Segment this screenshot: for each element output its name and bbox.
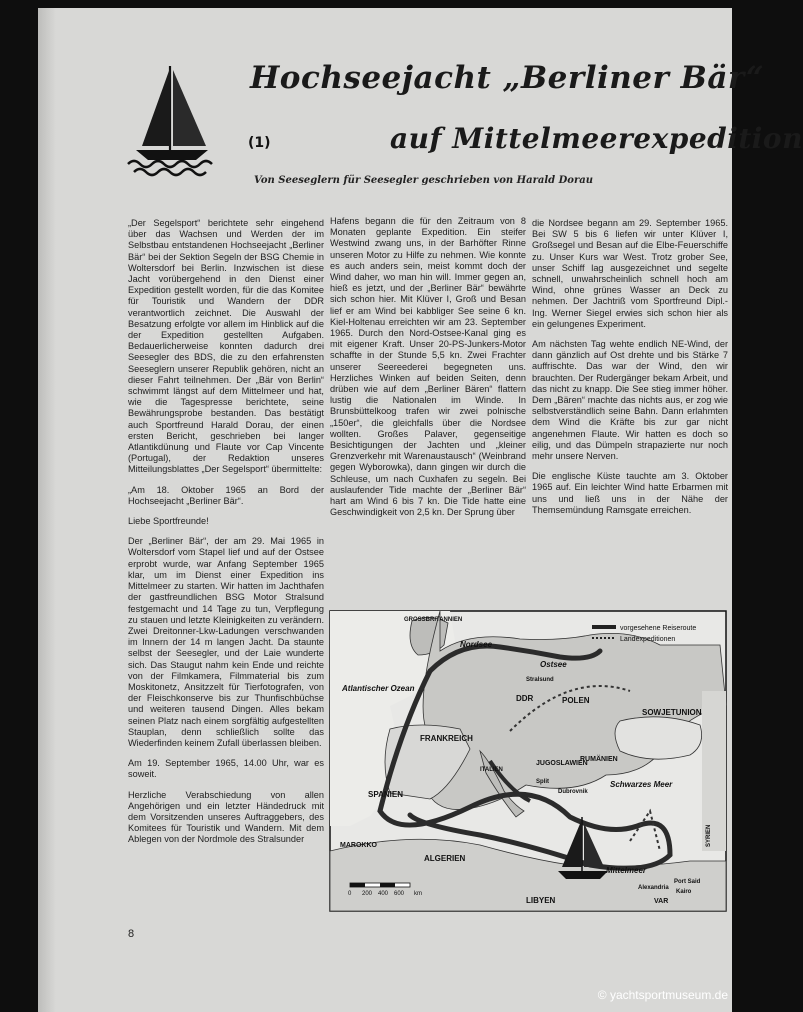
watermark: © yachtsportmuseum.de bbox=[597, 988, 728, 1002]
label-su: SOWJETUNION bbox=[642, 708, 702, 717]
page-number: 8 bbox=[128, 928, 135, 940]
label-nordsee: Nordsee bbox=[460, 640, 493, 649]
article-title: Hochseejacht „Berliner Bär“ bbox=[250, 60, 765, 96]
label-frankreich: FRANKREICH bbox=[420, 734, 473, 743]
article-title-line2: auf Mittelmeerexpedition bbox=[390, 122, 803, 155]
label-jugo: JUGOSLAWIEN bbox=[536, 760, 588, 767]
label-gb: GROSSBRITANNIEN bbox=[404, 617, 463, 623]
label-stralsund: Stralsund bbox=[526, 677, 554, 683]
paragraph: Der „Berliner Bär“, der am 29. Mai 1965 in Woltersdorf vom Stapel lief und auf der Ostsee erprobt wurde, war Anfang September 1965 klar, um im Dienst einer Expedition ins Mittelmeer zu starten. Wir hatten im Jachthafen der gastfreundlichen BSG Motor Stralsund festgemacht und 14 Tage zu tun, Verpflegung zu stauen und letzte Kleinigkeiten zu verändern. Zwei Dreitonner-Lkw-Ladungen verschwanden im Innern der 14 m langen Jacht. Da staunte selbst der Seesegler, und der Laie wunderte sich. Das Staugut nahm kein Ende und reichte von der Filmkamera, Filmmaterial bis zum Moskitonetz, Ansitzzelt für Tierfotografen, von der Fleischkonserve bis zur Thunfischbüchse und weiteren tausend Dingen. Alles bekam seinen Platz nach einem sorgfältig aufgestellten Stauplan, denn schließlich sollte das Wiederfinden keinem Zufall überlassen bleiben. bbox=[128, 536, 324, 748]
scale-tick: 200 bbox=[362, 891, 373, 897]
label-libyen: LIBYEN bbox=[526, 896, 556, 905]
route-map bbox=[330, 611, 726, 911]
text-column-3 bbox=[532, 218, 728, 525]
magazine-page bbox=[38, 8, 803, 1012]
scale-tick: 0 bbox=[348, 891, 352, 897]
legend-land-label: Landexpeditionen bbox=[620, 636, 676, 643]
paragraph: Die englische Küste tauchte am 3. Oktober 1965 auf. Ein leichter Wind hatte Erbarmen mit uns und ließ uns in der Nähe der Themsemündung Ramsgate erreichen. bbox=[532, 471, 728, 515]
paragraph: Herzliche Verabschiedung von allen Angehörigen und ein letzter Händedruck mit dem Vorsitzenden unseres Auftraggebers, des Komitees für Touristik und Wandern. Mit dem Ablegen von der Nordmole des Stralsunder bbox=[128, 789, 324, 845]
scale-tick: 400 bbox=[378, 891, 389, 897]
scale-unit: km bbox=[414, 891, 422, 897]
label-algerien: ALGERIEN bbox=[424, 854, 466, 863]
label-alexandria: Alexandria bbox=[638, 885, 669, 891]
paragraph: Am nächsten Tag wehte endlich NE-Wind, der dann gänzlich auf Ost drehte und bis Stärke 7 auffrischte. Das war der Wind, den wir brauchten. Der Rudergänger bekam Arbeit, und das nicht zu knapp. Die See stieg immer höher. Dem „Bären“ machte das nichts aus, er zog wie selbstverständlich seine Bahn. Dann erlahmten dem Wind die Kräfte bis zur gar nicht angenehmen Flaute. Wir hatten es doch so eilig, und das Dümpeln strapazierte nur noch mehr unsere Nerven. bbox=[532, 339, 728, 462]
label-var: VAR bbox=[654, 898, 669, 905]
label-syrien: SYRIEN bbox=[706, 824, 712, 847]
label-ddr: DDR bbox=[516, 694, 534, 703]
paragraph: Hafens begann die für den Zeitraum von 8 Monaten geplante Expedition. Ein steifer Westwind zwang uns, in der Barhöfter Rinne unseren Motor zu Hilfe zu nehmen. Wie konnte es auch anders sein, meist kommt doch der Wind daher, wo man hin will. Immer gegen an, hieß es jetzt, und der „Berliner Bär“ bewährte sich schon hier. Mit Klüver I, Groß und Besan lief er am Wind bei kabbliger See seine 6 kn. Kiel-Holtenau erreichten wir am 23. September 1965. Durch den Nord-Ostsee-Kanal ging es mit eigener Kraft. Unser 20-PS-Junkers-Motor schaffte in der Stunde 5,5 kn. Zwei Frachter unserer Seereederei begegneten uns. Herzliches Winken auf beiden Seiten, denn drüben wie auf dem „Berliner Bären“ flattern lustig die Nationalen im Winde. In Brunsbüttelkoog trafen wir zwei polnische „150er“, die gleichfalls über die Nordsee wollten. Großes Palaver, gegenseitige Besichtigungen der Jachten und „kleiner Grenzverkehr mit Warenaustausch“ (Weinbrand gegen Wyborowka), dann gingen wir durch die Schleuse, um nach Cuxhafen zu segeln. Bei auslaufender Tide machte der „Berliner Bär“ hart am Wind 6 bis 7 kn. Die Tide hatte eine Geschwindigkeit von 2,5 kn. Der Sprung über bbox=[330, 216, 526, 518]
paragraph: „Am 18. Oktober 1965 an Bord der Hochseejacht „Berliner Bär“. bbox=[128, 484, 324, 506]
label-dubrovnik: Dubrovnik bbox=[558, 789, 588, 795]
label-portsaid: Port Said bbox=[674, 879, 701, 885]
byline: Von Seeseglern für Seesegler geschrieben von Harald Dorau bbox=[254, 175, 593, 186]
label-polen: POLEN bbox=[562, 696, 590, 705]
text-column-1 bbox=[128, 218, 324, 855]
label-marokko: MAROKKO bbox=[340, 842, 377, 849]
label-spanien: SPANIEN bbox=[368, 790, 403, 799]
label-split: Split bbox=[536, 779, 549, 785]
paragraph: „Der Segelsport“ berichtete sehr eingehend über das Wachsen und Werden der im Selbstbau entstandenen Hochseejacht „Berliner Bär“ bei der Sektion Segeln der BSG Chemie in Woltersdorf bei Berlin. Inzwischen ist diese Jacht vorübergehend in den Dienst einer Expedition gestellt worden, für die das Komitee für Touristik und Wandern der DDR verantwortlich zeichnet. Die Auswahl der Besatzung erfolgte vor allem im Hinblick auf die der Expedition gestellten Aufgaben. Bedauerlicherweise konnten dadurch drei Seesegler des BDS, die zu den erfahrensten Seeseglern unserer Republik gehören, nicht an dieser Fahrt teilnehmen. Der „Bär von Berlin“ schwimmt längst auf dem Mittelmeer und hat, wie die Tagespresse berichtete, seine Bewährungsprobe bestanden. Das bestätigt auch Sportfreund Harald Dorau, der einen ersten Bericht, geschrieben bei langer Atlantikdünung und Flaute vor Cap Vincente (Portugal), der Redaktion unseres Mitteilungsblattes „Der Segelsport“ übermittelte: bbox=[128, 218, 324, 475]
label-schwarz: Schwarzes Meer bbox=[610, 780, 673, 789]
legend-route-label: vorgesehene Reiseroute bbox=[620, 625, 697, 632]
paragraph: Am 19. September 1965, 14.00 Uhr, war es soweit. bbox=[128, 758, 324, 780]
paragraph: die Nordsee begann am 29. September 1965. Bei SW 5 bis 6 liefen wir unter Klüver I, Großsegel und Besan auf die Elbe-Feuerschiffe zu. Unser Kurs war West. Trotz grober See, unser Schiff lag ausgezeichnet und segelte schnell, unwahrscheinlich schnell hoch am Wind, ohne grünes Wasser an Deck zu nehmen. Der Jachtriß vom Sportfreund Dipl.-Ing. Werner Siegel erwies sich schon hier als ein gelungenes Experiment. bbox=[532, 218, 728, 329]
label-kairo: Kairo bbox=[676, 889, 692, 895]
label-atlantik: Atlantischer Ozean bbox=[342, 684, 415, 693]
label-italien: ITALIEN bbox=[480, 767, 503, 773]
label-mittelmeer: Mittelmeer bbox=[606, 866, 647, 875]
paragraph: Liebe Sportfreunde! bbox=[128, 516, 209, 527]
label-rum: RUMÄNIEN bbox=[580, 756, 618, 763]
label-ostsee: Ostsee bbox=[540, 660, 567, 669]
sailboat-logo-icon bbox=[126, 60, 212, 176]
part-number: (1) bbox=[248, 135, 271, 151]
text-column-2 bbox=[330, 216, 526, 527]
scale-tick: 600 bbox=[394, 891, 405, 897]
